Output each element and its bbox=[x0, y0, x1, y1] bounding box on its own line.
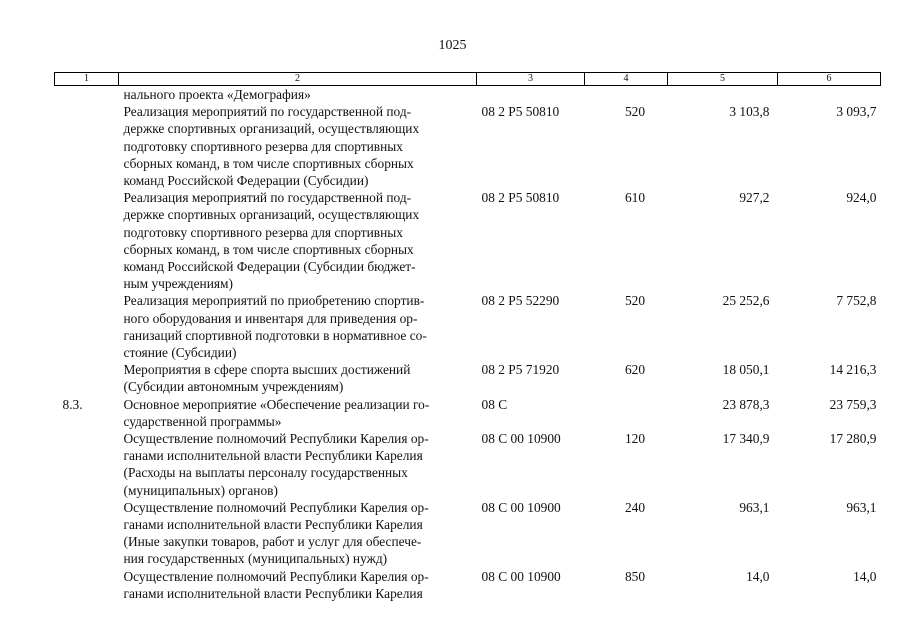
row-number: 8.3. bbox=[62, 396, 83, 412]
row-description: Осуществление полномочий Республики Карелия ор- ганами исполнительной власти Республики Карелия (Иные закупки товаров, работ и услуг для обеспече- ния государственных (муниципальных) нужд) bbox=[123, 499, 429, 567]
row-description: Реализация мероприятий по государственной под- держке спортивных организаций, осуществляющих подготовку спортивного резерва для спортивных сборных команд, в том числе спортивных сборных команд Российской Федерации (Субсидии) bbox=[123, 104, 420, 189]
amount-executed: 14,0 bbox=[853, 568, 877, 584]
amount-approved bbox=[668, 86, 778, 104]
expense-type-code: 850 bbox=[624, 568, 646, 584]
amount-executed: 924,0 bbox=[846, 190, 877, 206]
target-article-code: 08 2 P5 52290 bbox=[481, 293, 560, 309]
table-row bbox=[55, 568, 881, 602]
row-description: Мероприятия в сфере спорта высших достижений (Субсидии автономным учреждениям) bbox=[123, 362, 411, 395]
amount-approved: 3 103,8 bbox=[729, 104, 770, 120]
expense-type-code: 520 bbox=[624, 104, 646, 120]
row-number bbox=[55, 292, 119, 361]
amount-executed: 3 093,7 bbox=[836, 104, 877, 120]
row-number bbox=[55, 189, 119, 292]
amount-approved: 18 050,1 bbox=[722, 362, 770, 378]
row-number bbox=[55, 499, 119, 568]
table-row bbox=[55, 86, 881, 104]
amount-approved: 23 878,3 bbox=[722, 396, 770, 412]
expense-type-code bbox=[585, 86, 668, 104]
amount-approved: 25 252,6 bbox=[722, 293, 770, 309]
target-article-code: 08 С 00 10900 bbox=[481, 568, 561, 584]
table-row bbox=[55, 361, 881, 395]
expense-type-code: 610 bbox=[624, 190, 646, 206]
target-article-code: 08 С 00 10900 bbox=[481, 499, 561, 515]
amount-executed bbox=[778, 86, 881, 104]
table-row bbox=[55, 103, 881, 189]
row-number bbox=[55, 568, 119, 602]
expense-type-code: 520 bbox=[624, 293, 646, 309]
expense-type-code: 120 bbox=[624, 431, 646, 447]
target-article-code: 08 2 P5 71920 bbox=[481, 362, 560, 378]
row-number bbox=[55, 103, 119, 189]
column-header: 4 bbox=[585, 73, 668, 86]
expense-type-code: 620 bbox=[624, 362, 646, 378]
row-description: Реализация мероприятий по государственной под- держке спортивных организаций, осуществляющих подготовку спортивного резерва для спортивных сборных команд, в том числе спортивных сборных команд Российской Федерации (Субсидии бюджет- ным учреждениям) bbox=[123, 190, 420, 292]
amount-executed: 17 280,9 bbox=[829, 431, 877, 447]
row-number bbox=[55, 361, 119, 395]
column-header: 5 bbox=[668, 73, 778, 86]
target-article-code: 08 2 P5 50810 bbox=[481, 104, 560, 120]
amount-executed: 7 752,8 bbox=[836, 293, 877, 309]
amount-approved: 14,0 bbox=[746, 568, 770, 584]
table-row bbox=[55, 189, 881, 292]
row-number bbox=[55, 86, 119, 104]
row-number bbox=[55, 430, 119, 499]
page-number: 1025 bbox=[438, 38, 467, 53]
amount-approved: 17 340,9 bbox=[722, 431, 770, 447]
table-body bbox=[55, 86, 881, 603]
expense-type-code: 240 bbox=[624, 499, 646, 515]
column-header: 2 bbox=[119, 73, 477, 86]
target-article-code: 08 2 P5 50810 bbox=[481, 190, 560, 206]
amount-executed: 963,1 bbox=[846, 499, 877, 515]
target-article-code: 08 С bbox=[481, 396, 508, 412]
expense-type-code bbox=[585, 396, 668, 430]
column-header: 6 bbox=[778, 73, 881, 86]
row-description: Основное мероприятие «Обеспечение реализации го- сударственной программы» bbox=[123, 396, 430, 429]
target-article-code: 08 С 00 10900 bbox=[481, 431, 561, 447]
budget-table bbox=[54, 72, 881, 602]
amount-approved: 963,1 bbox=[739, 499, 770, 515]
row-description: нального проекта «Демография» bbox=[123, 87, 311, 102]
amount-executed: 14 216,3 bbox=[829, 362, 877, 378]
column-header: 1 bbox=[55, 73, 119, 86]
column-header: 3 bbox=[477, 73, 585, 86]
target-article-code bbox=[477, 86, 585, 104]
amount-approved: 927,2 bbox=[739, 190, 770, 206]
table-row bbox=[55, 292, 881, 361]
table-row bbox=[55, 396, 881, 430]
table-row bbox=[55, 499, 881, 568]
row-description: Осуществление полномочий Республики Карелия ор- ганами исполнительной власти Республики Карелия bbox=[123, 568, 429, 601]
table-row bbox=[55, 430, 881, 499]
row-description: Реализация мероприятий по приобретению спортив- ного оборудования и инвентаря для приведения ор- ганизаций спортивной подготовки в нормативное со- стояние (Субсидии) bbox=[123, 293, 427, 361]
amount-executed: 23 759,3 bbox=[829, 396, 877, 412]
row-description: Осуществление полномочий Республики Карелия ор- ганами исполнительной власти Республики Карелия (Расходы на выплаты персоналу государственных (муниципальных) органов) bbox=[123, 431, 429, 498]
header-row bbox=[55, 73, 881, 86]
